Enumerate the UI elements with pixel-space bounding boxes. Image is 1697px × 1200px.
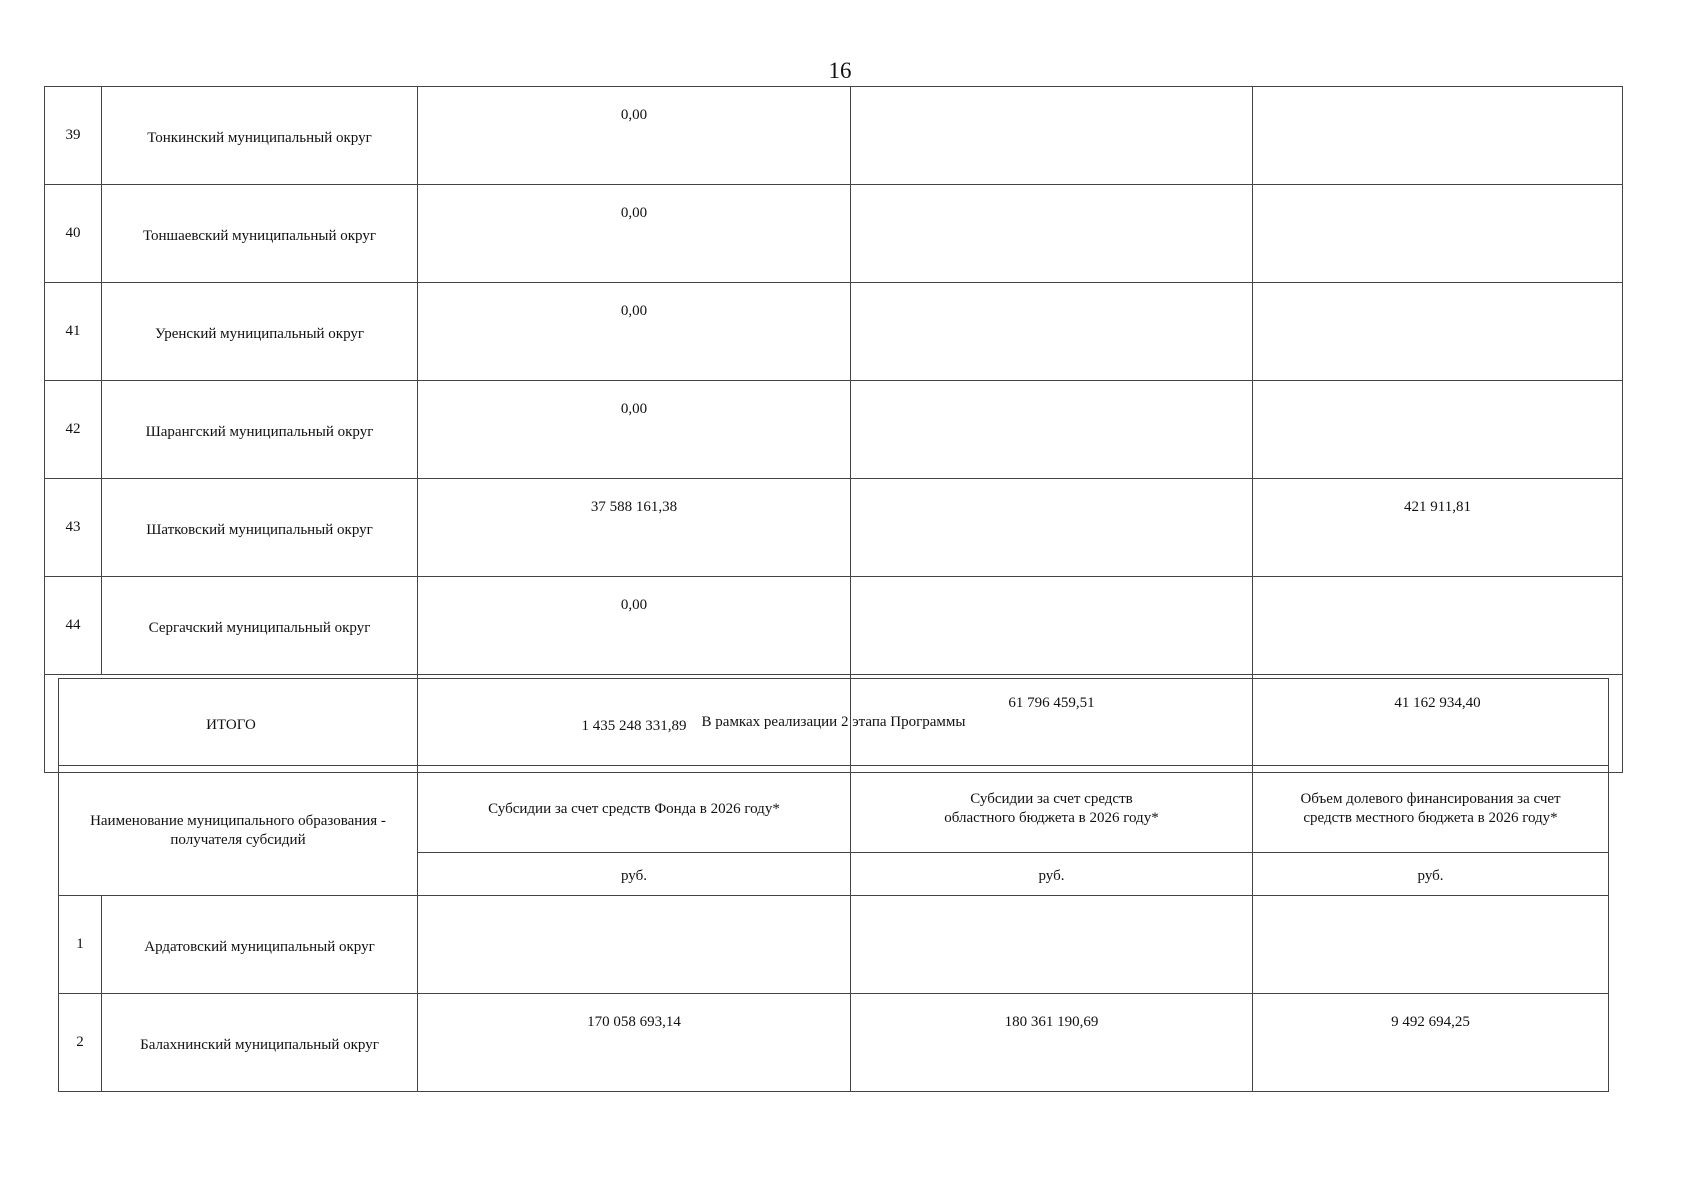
municipality-name: Сергачский муниципальный округ bbox=[102, 577, 418, 675]
total-fund-value: 1 435 248 331,89 bbox=[418, 675, 851, 773]
table-row bbox=[45, 283, 1623, 381]
header-local-financing bbox=[1253, 766, 1609, 853]
local-financing-value: 421 911,81 bbox=[1253, 479, 1623, 577]
table-row bbox=[45, 479, 1623, 577]
fund-subsidy-value: 0,00 bbox=[418, 283, 851, 381]
regional-subsidy-value bbox=[851, 479, 1253, 577]
regional-subsidy-value bbox=[851, 577, 1253, 675]
regional-subsidy-value bbox=[851, 896, 1253, 994]
row-number: 43 bbox=[45, 479, 102, 577]
row-number: 41 bbox=[45, 283, 102, 381]
header-regional-subsidies bbox=[851, 766, 1253, 853]
table-row bbox=[45, 87, 1623, 185]
fund-subsidy-value: 0,00 bbox=[418, 577, 851, 675]
table-row bbox=[45, 381, 1623, 479]
header-local-line-1: Объем долевого финансирования за счет bbox=[1300, 791, 1561, 807]
municipality-name: Шарангский муниципальный округ bbox=[102, 381, 418, 479]
municipality-name: Тонкинский муниципальный округ bbox=[102, 87, 418, 185]
row-number: 39 bbox=[45, 87, 102, 185]
regional-subsidy-value bbox=[851, 185, 1253, 283]
municipality-name: Уренский муниципальный округ bbox=[102, 283, 418, 381]
local-financing-value: 9 492 694,25 bbox=[1253, 994, 1609, 1092]
page-number: 16 bbox=[828, 58, 852, 83]
municipality-name: Тоншаевский муниципальный округ bbox=[102, 185, 418, 283]
row-number: 40 bbox=[45, 185, 102, 283]
table-row bbox=[45, 185, 1623, 283]
row-number: 42 bbox=[45, 381, 102, 479]
regional-subsidy-value bbox=[851, 283, 1253, 381]
subsidies-table-stage-2 bbox=[58, 678, 1609, 1092]
stage-2-title: В рамках реализации 2 этапа Программы bbox=[59, 679, 1609, 766]
local-financing-value bbox=[1253, 381, 1623, 479]
subsidies-table-stage-1-continued bbox=[44, 86, 1623, 773]
row-number: 2 bbox=[59, 994, 102, 1092]
fund-subsidy-value: 0,00 bbox=[418, 185, 851, 283]
total-local-value: 41 162 934,40 bbox=[1253, 675, 1623, 773]
header-municipality-name bbox=[59, 766, 418, 896]
local-financing-value bbox=[1253, 577, 1623, 675]
header-regional-line-2: областного бюджета в 2026 году* bbox=[944, 810, 1159, 826]
fund-subsidy-value: 0,00 bbox=[418, 87, 851, 185]
local-financing-value bbox=[1253, 87, 1623, 185]
unit-local: руб. bbox=[1253, 853, 1609, 896]
table-row bbox=[59, 994, 1609, 1092]
fund-subsidy-value: 37 588 161,38 bbox=[418, 479, 851, 577]
total-label: ИТОГО bbox=[45, 675, 418, 773]
fund-subsidy-value bbox=[418, 896, 851, 994]
fund-subsidy-value: 170 058 693,14 bbox=[418, 994, 851, 1092]
municipality-name: Балахнинский муниципальный округ bbox=[102, 994, 418, 1092]
header-regional-line-1: Субсидии за счет средств bbox=[970, 791, 1133, 807]
table-row bbox=[59, 896, 1609, 994]
unit-fund: руб. bbox=[418, 853, 851, 896]
municipality-name: Ардатовский муниципальный округ bbox=[102, 896, 418, 994]
fund-subsidy-value: 0,00 bbox=[418, 381, 851, 479]
municipality-name: Шатковский муниципальный округ bbox=[102, 479, 418, 577]
regional-subsidy-value bbox=[851, 87, 1253, 185]
header-fund-subsidies: Субсидии за счет средств Фонда в 2026 году* bbox=[418, 766, 851, 853]
local-financing-value bbox=[1253, 283, 1623, 381]
regional-subsidy-value: 180 361 190,69 bbox=[851, 994, 1253, 1092]
local-financing-value bbox=[1253, 185, 1623, 283]
table-row bbox=[45, 577, 1623, 675]
header-local-line-2: средств местного бюджета в 2026 году* bbox=[1303, 810, 1558, 826]
total-regional-value: 61 796 459,51 bbox=[851, 675, 1253, 773]
regional-subsidy-value bbox=[851, 381, 1253, 479]
local-financing-value bbox=[1253, 896, 1609, 994]
unit-regional: руб. bbox=[851, 853, 1253, 896]
header-municipality-name-text: Наименование муниципального образования - получателя субсидий bbox=[90, 812, 386, 848]
row-number: 1 bbox=[59, 896, 102, 994]
row-number: 44 bbox=[45, 577, 102, 675]
